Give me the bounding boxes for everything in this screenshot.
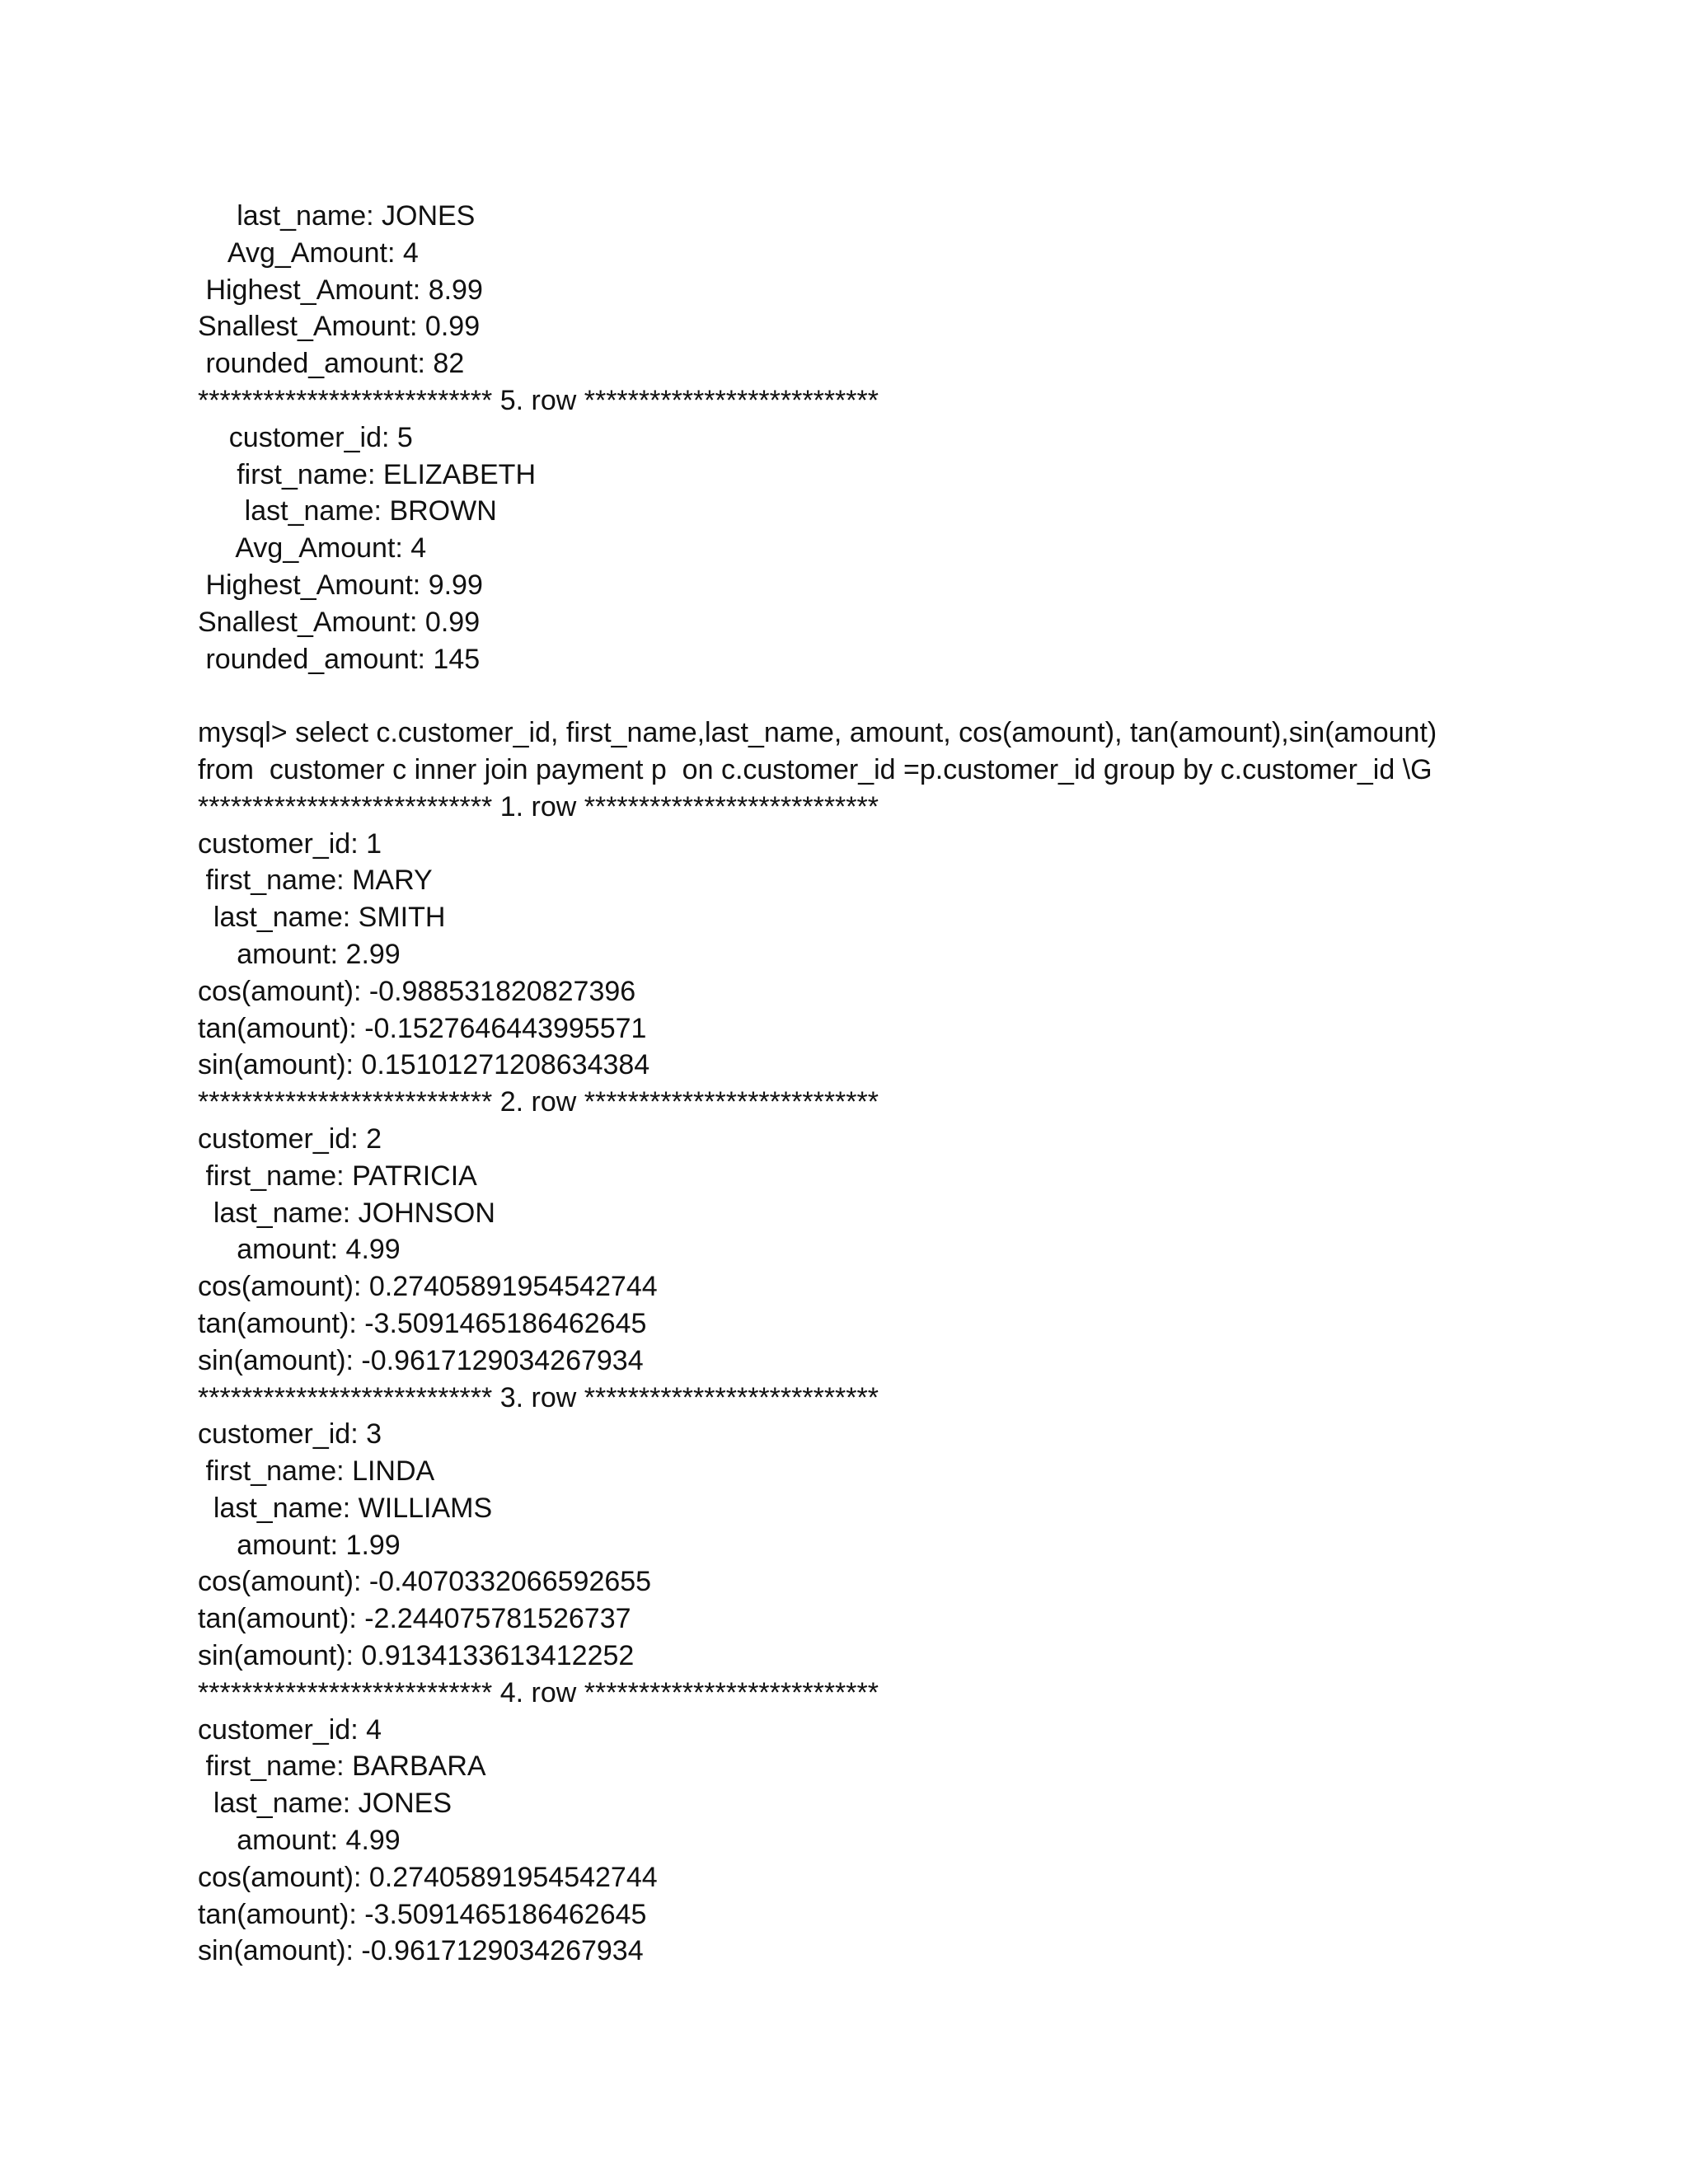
field-value-line: sin(amount): -0.9617129034267934 [198,1935,644,1967]
field-value-line: first_name: LINDA [198,1455,435,1488]
field-value-line: last_name: JONES [198,200,476,232]
field-value-line: tan(amount): -0.1527646443995571 [198,1012,647,1044]
field-value-line: cos(amount): -0.4070332066592655 [198,1566,652,1598]
field-value-line: amount: 2.99 [198,938,401,970]
field-value-line: customer_id: 2 [198,1122,382,1155]
field-value-line: customer_id: 1 [198,827,382,860]
field-value-line: sin(amount): 0.9134133613412252 [198,1640,635,1672]
query-output-document [198,198,1517,1970]
row-separator: *************************** 4. row *************************** [198,1676,879,1708]
field-value-line: cos(amount): -0.988531820827396 [198,975,636,1007]
field-value-line: amount: 1.99 [198,1529,401,1561]
sql-query-line: from customer c inner join payment p on c.customer_id =p.customer_id group by c.customer_id \G [198,753,1432,785]
field-value-line: Snallest_Amount: 0.99 [198,311,481,343]
field-value-line: cos(amount): 0.27405891954542744 [198,1271,658,1303]
field-value-line: Highest_Amount: 9.99 [198,569,483,601]
row-separator: *************************** 2. row *************************** [198,1086,879,1118]
row-separator: *************************** 1. row *************************** [198,790,879,823]
field-value-line: first_name: PATRICIA [198,1160,477,1192]
field-value-line: last_name: JONES [198,1788,452,1820]
field-value-line: amount: 4.99 [198,1825,401,1857]
field-value-line: cos(amount): 0.27405891954542744 [198,1861,658,1893]
field-value-line: sin(amount): 0.15101271208634384 [198,1049,650,1081]
field-value-line: first_name: BARBARA [198,1750,486,1783]
blank-line [198,677,1517,715]
field-value-line: rounded_amount: 82 [198,348,465,380]
field-value-line: last_name: JOHNSON [198,1197,495,1229]
field-value-line: amount: 4.99 [198,1234,401,1266]
field-value-line: customer_id: 5 [198,421,413,453]
field-value-line: tan(amount): -3.5091465186462645 [198,1898,647,1930]
sql-query-line: mysql> select c.customer_id, first_name,last_name, amount, cos(amount), tan(amount),sin(amount) [198,717,1437,749]
field-value-line: sin(amount): -0.9617129034267934 [198,1344,644,1376]
field-value-line: customer_id: 3 [198,1418,382,1451]
field-value-line: last_name: SMITH [198,902,446,934]
field-value-line: rounded_amount: 145 [198,643,481,675]
field-value-line: Avg_Amount: 4 [198,532,427,565]
field-value-line: last_name: BROWN [198,495,497,527]
field-value-line: tan(amount): -2.244075781526737 [198,1603,631,1635]
field-value-line: Highest_Amount: 8.99 [198,274,483,306]
field-value-line: last_name: WILLIAMS [198,1492,493,1524]
field-value-line: Snallest_Amount: 0.99 [198,606,481,638]
field-value-line: Avg_Amount: 4 [198,237,419,269]
row-separator: *************************** 5. row *************************** [198,384,879,416]
row-separator: *************************** 3. row *************************** [198,1381,879,1413]
field-value-line: customer_id: 4 [198,1713,382,1746]
field-value-line: tan(amount): -3.5091465186462645 [198,1307,647,1339]
field-value-line: first_name: ELIZABETH [198,458,537,490]
field-value-line: first_name: MARY [198,865,433,897]
